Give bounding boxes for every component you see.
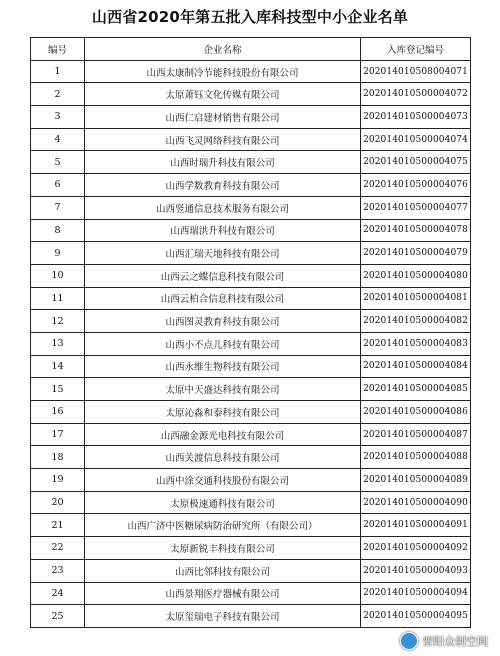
cell-registration-number: 202014010500004083 bbox=[361, 332, 471, 355]
cell-number: 2 bbox=[31, 83, 85, 106]
table-row bbox=[31, 287, 471, 310]
cell-company-name: 山西学数教育科技有限公司 bbox=[85, 174, 361, 197]
cell-company-name: 山西飞灵网络科技有限公司 bbox=[85, 128, 361, 151]
table-row bbox=[31, 151, 471, 174]
cell-number: 13 bbox=[31, 332, 85, 355]
table-row bbox=[31, 196, 471, 219]
cell-number: 14 bbox=[31, 355, 85, 378]
cell-number: 15 bbox=[31, 378, 85, 401]
cell-number: 22 bbox=[31, 537, 85, 560]
cell-company-name: 山西融金源光电科技有限公司 bbox=[85, 423, 361, 446]
cell-company-name: 山西景翔医疗器械有限公司 bbox=[85, 582, 361, 605]
table-row bbox=[31, 264, 471, 287]
table-body bbox=[31, 60, 471, 627]
table-row bbox=[31, 219, 471, 242]
wechat-logo-icon bbox=[400, 632, 418, 650]
watermark bbox=[400, 632, 488, 650]
table-row bbox=[31, 537, 471, 560]
cell-number: 20 bbox=[31, 491, 85, 514]
table-row bbox=[31, 469, 471, 492]
cell-registration-number: 202014010500004075 bbox=[361, 151, 471, 174]
cell-company-name: 山西图灵教育科技有限公司 bbox=[85, 310, 361, 333]
cell-number: 24 bbox=[31, 582, 85, 605]
page-title: 山西省2020年第五批入库科技型中小企业名单 bbox=[91, 8, 409, 26]
cell-registration-number: 202014010500004095 bbox=[361, 605, 471, 628]
cell-registration-number: 202014010500004078 bbox=[361, 219, 471, 242]
cell-number: 21 bbox=[31, 514, 85, 537]
table-row bbox=[31, 310, 471, 333]
cell-registration-number: 202014010500004085 bbox=[361, 378, 471, 401]
table-row bbox=[31, 332, 471, 355]
cell-number: 1 bbox=[31, 60, 85, 83]
table-row bbox=[31, 446, 471, 469]
cell-company-name: 太原玺瑞电子科技有限公司 bbox=[85, 605, 361, 628]
cell-company-name: 山西中涂交通科技股份有限公司 bbox=[85, 469, 361, 492]
cell-company-name: 山西云柏合信息科技有限公司 bbox=[85, 287, 361, 310]
table-row bbox=[31, 514, 471, 537]
cell-number: 16 bbox=[31, 401, 85, 424]
cell-number: 4 bbox=[31, 128, 85, 151]
cell-registration-number: 202014010500004089 bbox=[361, 469, 471, 492]
table-row bbox=[31, 401, 471, 424]
cell-registration-number: 202014010500004087 bbox=[361, 423, 471, 446]
cell-number: 19 bbox=[31, 469, 85, 492]
cell-number: 8 bbox=[31, 219, 85, 242]
cell-company-name: 山西仁启建材销售有限公司 bbox=[85, 106, 361, 129]
cell-registration-number: 202014010500004094 bbox=[361, 582, 471, 605]
cell-company-name: 山西太康制冷节能科技股份有限公司 bbox=[85, 60, 361, 83]
table-row bbox=[31, 559, 471, 582]
cell-company-name: 山西瑞洪升科技有限公司 bbox=[85, 219, 361, 242]
cell-company-name: 山西永维生物科技有限公司 bbox=[85, 355, 361, 378]
cell-number: 25 bbox=[31, 605, 85, 628]
cell-number: 9 bbox=[31, 242, 85, 265]
cell-registration-number: 202014010500004093 bbox=[361, 559, 471, 582]
header-registration-number: 入库登记编号 bbox=[361, 38, 471, 61]
header-company-name: 企业名称 bbox=[85, 38, 361, 61]
cell-company-name: 山西比邻科技有限公司 bbox=[85, 559, 361, 582]
cell-number: 6 bbox=[31, 174, 85, 197]
cell-company-name: 山西广济中医糖尿病防治研究所（有限公司） bbox=[85, 514, 361, 537]
table-row bbox=[31, 423, 471, 446]
cell-registration-number: 202014010500004088 bbox=[361, 446, 471, 469]
watermark-text: 晋阳众创空间 bbox=[422, 635, 488, 648]
cell-registration-number: 202014010500004080 bbox=[361, 264, 471, 287]
cell-company-name: 山西关渡信息科技有限公司 bbox=[85, 446, 361, 469]
cell-number: 7 bbox=[31, 196, 85, 219]
cell-company-name: 太原沁淼和泰科技有限公司 bbox=[85, 401, 361, 424]
cell-registration-number: 202014010500004092 bbox=[361, 537, 471, 560]
table-row bbox=[31, 605, 471, 628]
cell-number: 23 bbox=[31, 559, 85, 582]
cell-registration-number: 202014010500004091 bbox=[361, 514, 471, 537]
cell-company-name: 山西时瑞升科技有限公司 bbox=[85, 151, 361, 174]
cell-registration-number: 202014010508004071 bbox=[361, 60, 471, 83]
cell-registration-number: 202014010500004073 bbox=[361, 106, 471, 129]
cell-company-name: 太原新锐丰科技有限公司 bbox=[85, 537, 361, 560]
cell-registration-number: 202014010500004082 bbox=[361, 310, 471, 333]
cell-registration-number: 202014010500004077 bbox=[361, 196, 471, 219]
cell-registration-number: 202014010500004090 bbox=[361, 491, 471, 514]
cell-company-name: 山西云之蝶信息科技有限公司 bbox=[85, 264, 361, 287]
cell-number: 18 bbox=[31, 446, 85, 469]
table-row bbox=[31, 174, 471, 197]
cell-registration-number: 202014010500004072 bbox=[361, 83, 471, 106]
cell-company-name: 太原萧钰文化传媒有限公司 bbox=[85, 83, 361, 106]
cell-number: 17 bbox=[31, 423, 85, 446]
cell-registration-number: 202014010500004074 bbox=[361, 128, 471, 151]
cell-number: 11 bbox=[31, 287, 85, 310]
table-row bbox=[31, 83, 471, 106]
enterprise-table bbox=[30, 37, 471, 628]
cell-registration-number: 202014010500004084 bbox=[361, 355, 471, 378]
table-row bbox=[31, 355, 471, 378]
cell-company-name: 山西竖通信息技术服务有限公司 bbox=[85, 196, 361, 219]
cell-company-name: 山西汇瑞天地科技有限公司 bbox=[85, 242, 361, 265]
table-row bbox=[31, 491, 471, 514]
table-row bbox=[31, 378, 471, 401]
table-row bbox=[31, 242, 471, 265]
cell-registration-number: 202014010500004086 bbox=[361, 401, 471, 424]
table-header-row bbox=[31, 38, 471, 61]
table-row bbox=[31, 128, 471, 151]
cell-company-name: 山西小不点儿科技有限公司 bbox=[85, 332, 361, 355]
cell-registration-number: 202014010500004076 bbox=[361, 174, 471, 197]
table-row bbox=[31, 106, 471, 129]
cell-number: 10 bbox=[31, 264, 85, 287]
cell-registration-number: 202014010500004081 bbox=[361, 287, 471, 310]
cell-number: 12 bbox=[31, 310, 85, 333]
cell-number: 3 bbox=[31, 106, 85, 129]
header-number: 编号 bbox=[31, 38, 85, 61]
cell-company-name: 太原极速通科技有限公司 bbox=[85, 491, 361, 514]
cell-number: 5 bbox=[31, 151, 85, 174]
table-row bbox=[31, 582, 471, 605]
table-row bbox=[31, 60, 471, 83]
cell-company-name: 太原中天盛达科技有限公司 bbox=[85, 378, 361, 401]
cell-registration-number: 202014010500004079 bbox=[361, 242, 471, 265]
